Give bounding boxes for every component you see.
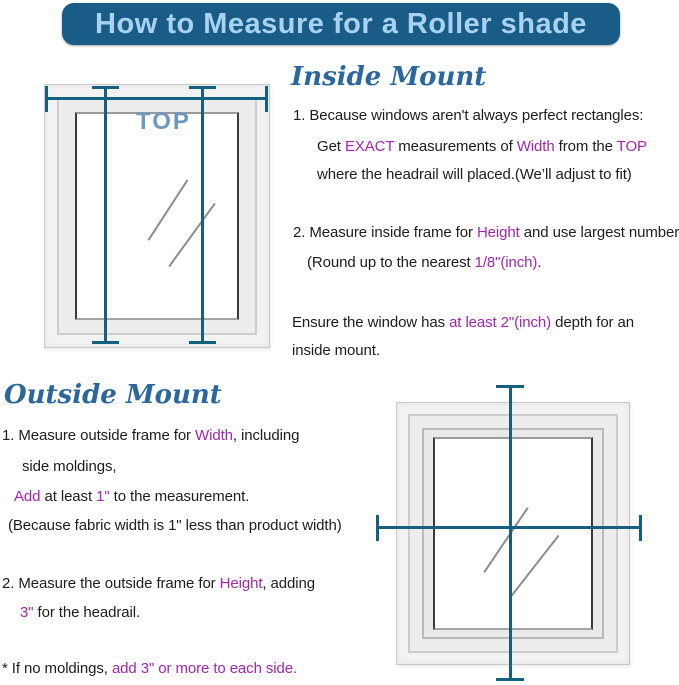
glass-reflection-line xyxy=(168,203,215,267)
outside-step2-line2: 3" for the headrail. xyxy=(20,604,141,621)
inside-depth-note-line2: inside mount. xyxy=(292,342,380,359)
height-measure-line xyxy=(509,387,512,680)
glass-reflection-line xyxy=(509,535,560,599)
window-glass xyxy=(433,437,593,630)
headrail-cap-bottom-right xyxy=(189,341,216,344)
top-label: TOP xyxy=(136,108,191,135)
width-measure-line-outside xyxy=(378,526,642,529)
headrail-measure-line-left xyxy=(104,88,107,344)
outside-mount-window-illustration xyxy=(396,402,630,665)
outside-step1-line2: side moldings, xyxy=(22,458,117,475)
headrail-cap-top-left xyxy=(92,86,119,89)
width-measure-tick-left-outside xyxy=(376,515,379,541)
inside-mount-heading: Inside Mount xyxy=(291,62,487,92)
outside-step2-line1: 2. Measure the outside frame for Height, adding xyxy=(2,575,316,592)
outside-mount-heading: Outside Mount xyxy=(4,380,222,410)
inside-step1-line3: where the headrail will placed.(We’ll adjust to fit) xyxy=(317,166,632,183)
width-measure-tick-left xyxy=(45,86,48,112)
outside-step1-line3: Add at least 1" to the measurement. xyxy=(14,488,250,505)
height-measure-cap-top xyxy=(496,385,524,388)
inside-step1-line2: Get EXACT measurements of Width from the TOP xyxy=(317,138,647,155)
outside-footnote: * If no moldings, add 3" or more to each side. xyxy=(2,660,298,677)
window-glass xyxy=(75,112,239,320)
inside-step2-line1: 2. Measure inside frame for Height and use largest number xyxy=(293,224,679,241)
outside-step1-line4: (Because fabric width is 1" less than product width) xyxy=(8,517,342,534)
width-measure-tick-right-outside xyxy=(639,515,642,541)
inside-step1-line1: 1. Because windows aren't always perfect rectangles: xyxy=(293,107,644,124)
page-title: How to Measure for a Roller shade xyxy=(95,7,587,40)
outside-step1-line1: 1. Measure outside frame for Width, including xyxy=(2,427,300,444)
headrail-measure-line-right xyxy=(201,88,204,344)
width-measure-line xyxy=(46,97,267,100)
inside-step2-line2: (Round up to the nearest 1/8"(inch). xyxy=(307,254,542,271)
inside-depth-note-line1: Ensure the window has at least 2"(inch) depth for an xyxy=(292,314,635,331)
glass-reflection-line xyxy=(483,507,528,573)
width-measure-tick-right xyxy=(265,86,268,112)
headrail-cap-top-right xyxy=(189,86,216,89)
glass-reflection-line xyxy=(148,179,189,240)
height-measure-cap-bottom xyxy=(496,678,524,681)
header-bar xyxy=(62,3,620,45)
headrail-cap-bottom-left xyxy=(92,341,119,344)
